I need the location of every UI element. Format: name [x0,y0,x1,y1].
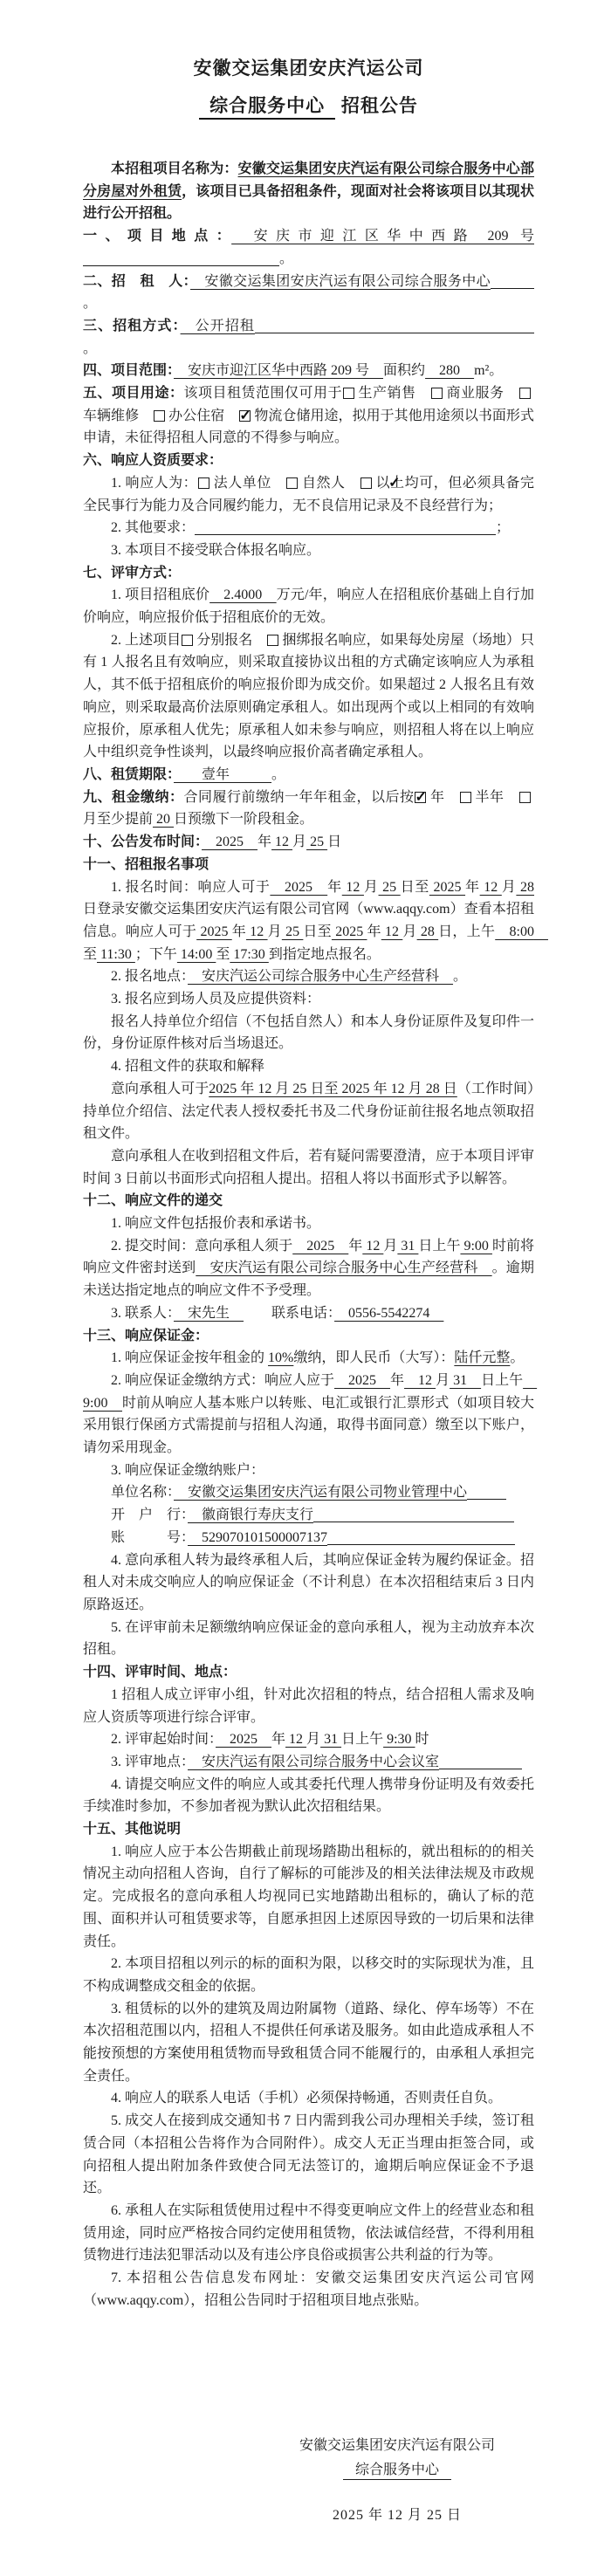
text-run: 开 户 行： [111,1508,189,1523]
text-run: 安徽交运集团安庆汽运有限公司物业管理中心 [174,1485,468,1501]
text-run: 报名人持单位介绍信（不包括自然人）和本人身份证原件及复印件一份，身份证原件核对后当场退还。 [83,1013,534,1052]
text-run: 28 [516,879,534,895]
text-run: 7. 本招租公告信息发布网址：安徽交运集团安庆汽运公司官网（www.aqqy.com），招租公告同时于招租项目地点张贴。 [83,2270,534,2308]
text-run: 。 [83,340,98,356]
doc-paragraph [83,965,534,988]
blank-underline [439,1754,522,1769]
checkbox-unchecked [154,410,165,422]
text-run: 3. 响应保证金缴纳账户： [111,1462,265,1478]
text-run: 12 [479,879,502,895]
text-run: 日至 [303,924,332,939]
text-run: 14:00 [176,946,216,962]
text-run: 壹年 [174,766,272,782]
doc-paragraph [83,787,534,831]
doc-paragraph [83,1370,538,1460]
text-run: 31 [397,1238,419,1254]
doc-paragraph [83,1347,534,1370]
section-heading [83,1818,534,1841]
doc-paragraph [83,225,534,270]
checkbox-checked [360,477,372,489]
text-run: 2025 [202,835,258,850]
doc-paragraph [83,1302,534,1325]
section-heading [83,450,534,472]
doc-paragraph [83,2087,534,2110]
text-run: 九、租金缴纳： [83,789,184,805]
text-run: 6. 承租人在实际租赁使用过程中不得变更响应文件上的经营业态和租赁用途，同时应严格按合同约定使用租赁物，依法诚信经营，不得利用租赁物进行违法犯罪活动以及有违公序良俗或损害公共利益的行为等。 [83,2202,534,2263]
text-run: 日上午 [481,1372,524,1388]
text-run: 四、项目范围： [83,363,175,379]
text-run: 4. 响应人的联系人电话（手机）必须保持畅通，否则责任自负。 [111,2091,503,2106]
text-run: 商业服务 [445,386,518,402]
doc-paragraph [83,271,534,315]
doc-paragraph [83,1841,534,1954]
text-run: 1. 响应人为： [111,475,198,491]
checkbox-unchecked [519,388,531,399]
text-run: 安庆汽运有限公司综合服务中心会议室 [188,1754,440,1769]
text-run: 万元/年，响应人在招租底价基础上自行加价响应，响应报价低于招租底价的无效。 [83,587,534,626]
text-run: 12 [341,879,364,895]
signature-company: 安徽交运集团安庆汽运有限公司 [299,2438,495,2453]
doc-paragraph [83,1235,534,1302]
text-run: 月至少提前 [83,812,154,828]
text-run: 28 [416,924,439,939]
text-run: 月 [402,924,417,939]
text-run: 5. 在评审前未足额缴纳响应保证金的意向承租人，视为主动放弃本次招租。 [83,1619,534,1658]
text-run: 2025 [270,879,328,895]
doc-paragraph [83,1212,534,1235]
text-run: 一、项目地点： [83,229,232,244]
text-run: 1. 项目招租底价 [111,587,210,603]
checkbox-checked [415,792,426,803]
text-run: 10% [268,1350,294,1366]
checkbox-unchecked [431,388,443,399]
text-run: 3. 联系人： [111,1305,175,1321]
blank-underline [83,251,279,266]
text-run: 日登录安徽交运集团安庆汽运有限公司官网（www.aqqy.com）查看本招租信息。响应人可于 [83,902,534,939]
text-run: 12 [285,1732,307,1748]
text-run: ；下午 [134,946,177,962]
text-run: 二、招 租 人： [83,273,191,289]
text-run: 1. 响应人应于本公告期截止前现场踏勘出租标的，就出租标的的相关情况主动向招租人咨询，自行了解标的可能涉及的相关法律法规及市政规定。完成报名的意向承租人均视同已实地踏勘出租标的，确认了标的范围、面积并认可租赁要求等，自愿承担因上述原因导致的一切后果和法律责任。 [83,1844,534,1949]
text-run: 安庆市迎江区华中西路 209 号 [231,229,534,244]
doc-paragraph [83,2110,534,2200]
checkbox-unchecked [267,635,278,646]
text-run: 五、项目用途： [83,386,184,402]
text-run: 2. 报名地点： [111,969,189,985]
text-run: 8:00 [495,924,548,939]
text-run: 日预缴下一阶段租金。 [174,812,314,828]
text-run: 十三、响应保证金： [83,1328,209,1343]
text-run: 5. 成交人在接到成交通知书 7 日内需到我公司办理相关手续，签订租赁合同（本招租公告将作为合同附件）。成交人无正当理由拒签合同，或向招租人提出附加条件致使合同无法签订的，逾期后响应保证金不予退还。 [83,2113,534,2196]
text-run: 2. 评审起始时间： [111,1732,216,1748]
text-run: 1 招租人成立评审小组，针对此次招租的特点，结合招租人需求及响应人资质等项进行综合评审。 [83,1686,534,1725]
doc-paragraph [83,1684,534,1728]
text-run: 12 [271,835,293,850]
doc-paragraph [83,1145,534,1190]
text-run: 2. 响应保证金缴纳方式：响应人应于 [111,1372,335,1388]
checkbox-checked [239,410,251,422]
blank-underline [491,273,534,289]
text-run: 安徽交运集团安庆汽运有限公司综合服务中心 [190,273,491,289]
text-run: 七、评审方式： [83,565,182,580]
blank-underline [255,318,534,333]
doc-paragraph [83,315,534,360]
doc-paragraph [83,158,534,225]
text-run: 面积约 [383,363,426,379]
text-run: 本招租项目名称为： [111,161,238,176]
text-run: 0556-5542274 [334,1305,444,1321]
document-subtitle [83,92,534,118]
text-run: （工作时间）持单位介绍信、法定代表人授权委托书及二代身份证前往报名地点领取招租文件。 [83,1081,534,1142]
text-run: 月 [363,879,379,895]
text-run: 日上午 [418,1238,461,1254]
text-run: 4. 招租文件的获取和解释 [111,1059,265,1075]
text-run: 。 [510,1350,525,1366]
text-run: 车辆维修 [83,408,154,423]
text-run: 9:00 [460,1238,492,1254]
text-run: m²。 [474,363,504,379]
text-run: 2025 [196,924,232,939]
section-heading [83,562,534,585]
text-run: 年 [327,879,342,895]
text-run: 联系电话： [244,1305,335,1321]
text-run: 年 [390,1372,405,1388]
text-run: 。 [279,251,294,266]
text-run: 12 [404,1372,436,1388]
text-run: ； [496,520,511,536]
text-run: 十、公告发布时间： [83,835,203,850]
text-run: 三、招租方式： [83,318,181,333]
text-run: 年 [465,879,480,895]
text-run: 年 [367,924,381,939]
text-run: 2. 其他要求： [111,520,196,536]
blank-underline [313,1507,514,1522]
text-run: 安庆市迎江区华中西路 209 号 [174,363,384,379]
text-run: 安庆汽运有限公司综合服务中心生产经营科 [196,1261,492,1276]
signature-block [292,2434,502,2528]
text-run: 3. 本项目不接受联合体报名响应。 [111,542,321,558]
text-run: 31 [320,1732,342,1748]
text-run: 280 [425,363,475,379]
text-run: 25 [281,924,304,939]
text-run: 9:00 [83,1372,538,1411]
text-run: 月 [383,1238,398,1254]
text-run: 以上均可，但必须具备完全民事行为能力及合同履约能力，无不良信用记录及不良经营行为； [83,475,534,513]
text-run: 25 [306,835,328,850]
doc-paragraph [83,1549,534,1617]
text-run: 。 [271,766,286,782]
text-run: 分别报名 [196,632,267,648]
text-run: 捆绑报名响应，如果每处房屋（场地）只有 1 人报名且有效响应，则采取直接协议出租的方式确定该响应人为承租人，其不低于招租底价的响应报价即为成交价。如果超过 2 人报名且有效响应，则采取最高价法原则确定承租人。如出现两个或以上相同的有效响应报价，原承租人优先；原承租人如未参与响应，则招租人将在以上响应人中组织竞争性谈判，以最终响应报价高者确定承租人。 [83,632,534,760]
text-run: 日，上午 [438,924,496,939]
doc-paragraph [83,1728,534,1751]
text-run: 3. 报名应到场人员及应提供资料： [111,992,321,1007]
document-body [83,158,548,2312]
subtitle-rest: 招租公告 [335,96,418,116]
doc-paragraph [83,1998,534,2088]
text-run: 公开招租 [180,318,255,333]
signature-date: 2025 年 12 月 25 日 [332,2508,462,2523]
text-run: 宋先生 [174,1305,244,1321]
text-run: 2025 [216,1732,272,1748]
text-run: 3. 评审地点： [111,1754,189,1769]
doc-paragraph [83,1078,534,1145]
text-run: 2025 [429,879,466,895]
text-run: 。 [453,969,468,985]
text-run: 自然人 [301,475,360,491]
text-run: 缴纳，即人民币（大写）： [293,1350,455,1366]
doc-paragraph [83,1774,534,1818]
text-run: 日 [327,835,342,850]
blank-underline [195,519,496,535]
doc-paragraph [83,360,534,382]
text-run: 物流仓储用途，拟用于其他用途须以书面形式申请，未征得招租人同意的不得参与响应。 [83,408,534,446]
text-run: 月 [501,879,517,895]
text-run: 月 [436,1372,450,1388]
doc-paragraph [83,1527,534,1549]
text-run: 3. 租赁标的以外的建筑及周边附属物（道路、绿化、停车场等）不在本次招租范围以内，招租人不提供任何承诺及服务。如由此造成承租人不能按预想的方案使用租赁物而导致租赁合同不能履行的，由承租人承担完全责任。 [83,2001,534,2084]
text-run: 徽商银行寿庆支行 [188,1508,314,1523]
text-run: 12 [246,924,268,939]
doc-paragraph [83,1011,534,1055]
doc-paragraph [83,1055,534,1078]
doc-paragraph [83,629,534,764]
text-run: 办公住宿 [168,408,239,423]
text-run: 年 [429,789,459,805]
text-run: 1. 响应文件包括报价表和承诺书。 [111,1216,321,1232]
text-run: 生产销售 [357,386,430,402]
checkbox-unchecked [198,477,209,489]
doc-paragraph [83,1504,534,1527]
text-run: 月 [292,835,307,850]
text-run: 31 [450,1372,482,1388]
text-run: 至 [216,946,230,962]
text-run: 2. 上述项目 [111,632,182,648]
text-run: 该项目租赁范围仅可用于 [183,386,342,402]
doc-paragraph [83,539,534,562]
document-title: 安徽交运集团安庆汽运公司 [193,58,424,79]
doc-paragraph [83,988,534,1011]
doc-paragraph [83,831,534,854]
text-run: 2025 [331,924,367,939]
text-run: 十一、招租报名事项 [83,856,209,872]
text-run: ，该项目已具备招租条件，现面对社会将该项目以其现状进行公开招租。 [83,183,534,222]
text-run: 账 号： [111,1529,189,1545]
text-run: 年 [231,924,247,939]
text-run: 意向承租人可于 [111,1081,209,1096]
text-run: 25 [378,879,401,895]
text-run: 合同履行前缴纳一年年租金，以后按 [183,789,415,805]
doc-paragraph [83,1617,534,1661]
text-run: 12 [362,1238,384,1254]
doc-paragraph [83,472,534,517]
text-run: 法人单位 [213,475,286,491]
text-run: 2025 [292,1238,349,1254]
doc-paragraph [83,382,534,450]
text-run: 。逾期未送达指定地点的响应文件不予受理。 [83,1261,534,1299]
text-run: 9:30 [383,1732,415,1748]
text-run: 安庆汽运公司综合服务中心生产经营科 [188,969,454,985]
text-run: 年 [348,1238,363,1254]
text-run: 时前从响应人基本账户以转账、电汇或银行汇票形式（如项目较大采用银行保函方式需提前与招租人沟通，取得书面同意）缴至以下账户，请勿采用现金。 [83,1395,534,1456]
doc-paragraph [83,1481,534,1504]
text-run: 时前将响应文件密封送到 [83,1238,534,1276]
text-run: 12 [381,924,403,939]
doc-paragraph [83,2200,534,2267]
doc-paragraph [83,876,548,966]
text-run: 安徽交运集团安庆汽运有限公司综合服务中心部分房屋对外租赁 [83,161,534,199]
text-run: 。 [83,296,98,312]
subtitle-underlined-part: 综合服务中心 [199,96,335,120]
doc-paragraph [83,517,534,539]
checkbox-unchecked [182,635,193,646]
checkbox-unchecked [286,477,298,489]
text-run: 半年 [474,789,518,805]
text-run: 月 [306,1732,321,1748]
text-run: 十四、评审时间、地点： [83,1665,237,1680]
text-run: 1. 报名时间：响应人可于 [111,879,271,895]
text-run: 日至 [400,879,429,895]
section-heading [83,1661,534,1684]
text-run: 年 [271,1732,286,1748]
text-run: 六、响应人资质要求： [83,453,223,469]
text-run: 陆仟元整 [454,1350,511,1366]
text-run: 20 [153,812,175,828]
checkbox-unchecked [343,388,354,399]
doc-paragraph [83,1953,534,1997]
checkbox-unchecked [519,792,531,803]
text-run: 17:30 [230,946,269,962]
doc-paragraph [83,1751,534,1774]
text-run: 单位名称： [111,1485,175,1501]
text-run: 2. 本项目招租以列示的标的面积为限，以移交时的实际现状为准，且不构成调整成交租金的依据。 [83,1956,534,1994]
text-run: 年 [257,835,272,850]
section-heading [83,1190,534,1212]
section-heading [83,854,534,876]
text-run: 1. 响应保证金按年租金的 [111,1350,269,1366]
text-run: 11:30 [97,946,135,962]
text-run: 到指定地点报名。 [268,946,381,962]
blank-underline [467,1485,506,1501]
text-run: 日上午 [341,1732,384,1748]
text-run: 4. 请提交响应文件的响应人或其委托代理人携带身份证明及有效委托手续准时参加，不参加者视为默认此次招租结果。 [83,1776,534,1815]
doc-paragraph [83,2267,534,2312]
text-run: 2. 提交时间：意向承租人须于 [111,1238,293,1254]
text-run: 八、租赁期限： [83,766,175,782]
text-run: 2025 年 12 月 25 日至 2025 年 12 月 28 日 [209,1081,457,1096]
section-heading [83,1325,534,1348]
text-run: 月 [267,924,282,939]
checkbox-unchecked [460,792,471,803]
doc-paragraph [83,764,534,787]
text-run: 529070101500007137 [188,1529,328,1545]
text-run: 4. 意向承租人转为最终承租人后，其响应保证金转为履约保证金。招租人对未成交响应人的响应保证金（不计利息）在本次招租结束后 3 日内原路返还。 [83,1552,534,1612]
text-run: 时 [415,1732,429,1748]
text-run: 2.4000 [209,587,277,603]
signature-center: 综合服务中心 [292,2458,502,2483]
text-run: 2025 [334,1372,391,1388]
doc-paragraph [83,584,534,629]
doc-paragraph [83,1460,534,1482]
text-run: 至 [83,946,98,962]
text-run: 意向承租人在收到招租文件后，若有疑问需要澄清，应于本项目评审时间 3 日前以书面形式向招租人提出。招租人将以书面形式予以解答。 [83,1148,534,1186]
blank-underline [327,1529,515,1545]
text-run: 十二、响应文件的递交 [83,1193,223,1209]
text-run: 十五、其他说明 [83,1822,182,1838]
